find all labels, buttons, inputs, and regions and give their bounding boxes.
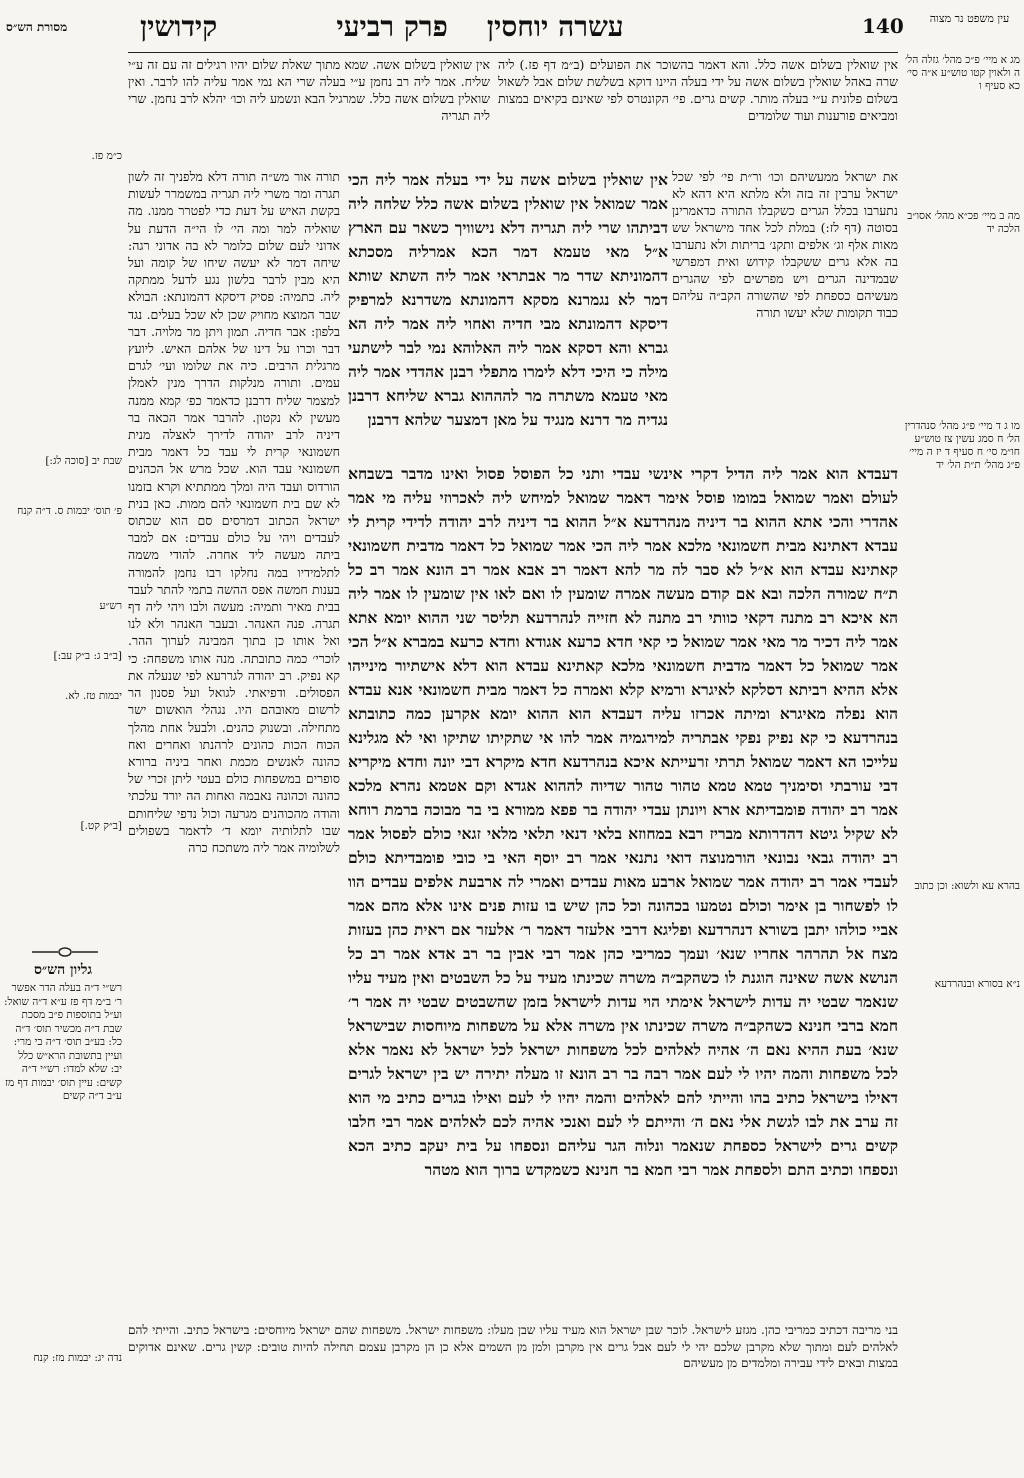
masoret-note: שבת יב [סוכה לג:] bbox=[45, 455, 122, 467]
rashi-top-column bbox=[498, 56, 898, 166]
gemara-main-block bbox=[348, 462, 898, 1322]
tosafot-top-text: אין שואלין בשלום אשה. שמא מתוך שאלת שלום יהיו רגילים זה עם זה ע״י שליח. אמר ליה רב נחמן ע״י בעלה שרי הא נמי אמר עליה להו לרבר. ואין שואלין בשלום אשה כלל. שמרגיל הבא ונשמע ליה וכו׳ יהלא לרב נחמן. שרי ליה תגריה bbox=[128, 57, 490, 123]
perek-name: פרק רביעי bbox=[336, 10, 448, 43]
tractate-title: קידושין bbox=[140, 10, 218, 43]
rashi-right-column bbox=[672, 168, 898, 458]
masechet-name: עשרה יוחסין bbox=[486, 10, 624, 43]
masoret-note: פ׳ תוס׳ יבמות ס. ד״ה קנח bbox=[17, 505, 122, 517]
page-number: 140 bbox=[862, 14, 904, 38]
ein-mishpat-note: מה ב מיי׳ פכ״א מהל׳ אסו״ב הלכה יד bbox=[907, 210, 1020, 235]
gilyon-hashas-title: גליון הש״ס bbox=[33, 962, 93, 978]
chapter-title bbox=[300, 10, 660, 44]
header-rule bbox=[128, 52, 898, 53]
ein-mishpat-note: מו ג ד מיי׳ פ״ג מהל׳ סנהדרין הל׳ ח סמג עשין צז טוש״ע חו״מ סי׳ ח סעיף ד יז ה מיי׳ פ״ג מהל׳ ת״ת הל׳ יד bbox=[904, 420, 1020, 471]
bottom-commentary bbox=[128, 1322, 898, 1462]
masoret-note: נדה יג: יבמות מז: קנח bbox=[33, 1352, 122, 1364]
gemara-top-text: אין שואלין בשלום אשה על ידי בעלה אמר ליה הכי אמר שמואל אין שואלין בשלום אשה כלל שלחה ליה דביתהו שרי ליה תגריה דלא נישוויך כשאר עם הארץ א״ל מאי טעמא דמר הכא אמרליה מסכתא דהמוניתא שדר מר אבתראי אמר ליה השתא שותא דמר לא נגמרנא מסקא דהמונתא משדרנא למרפיק דיסקא דהמונתא מבי חדיה ואחוי ליה אמר ליה הא גברא והא דסקא אמר ליה האלוהא נמי לבר לישתעי מילה כי היכי דלא לימרו מתפלי רבנן אהדדי אמר ליה מאי טעמא משתרה מר להההוא גברא שליחא דרבנן נגדיה מר דרנא מנגיד על מאן דמצער שלהא דרבנן bbox=[348, 170, 668, 429]
masoret-hashas-heading: מסורת הש״ס bbox=[6, 20, 68, 34]
gemara-main-text: דעבדא הוא אמר ליה הדיל דקרי אינשי עבדי ותני כל הפוסל פסול ואינו מדבר בשבחא לעולם ואמר שמואל במומו פוסל אימר דאמר שמואל למיחש ליה לאכרוזי עליה מי אמר אהדרי והכי אתא ההוא בר דיניה מנהרדעא א״ל ההוא בר דיניה לרב יהודה לדידי קרית לי עבדא דאתינא מבית חשמונאי מלכא אמר ליה הכי אמר שמואל כל דאמר מדבית חשמונאי קאתינא עבדא הוא א״ל לא סבר לה מר להא דאמר רב אבא אמר רב הונא אמר רב כל ת״ח שמורה הלכה ובא אם קודם מעשה אמרה שומעין לו ואם לאו אין שומעין לו אמר ליה הא איכא רב מתנה דקאי כוותי רב מתנה לא חזייה לנהרדעא תליסר שני ההוא יומא אתא אמר ליה דכיר מר מאי אמר שמואל כי קאי חדא כרעא אגודא וחדא כרעא במברא א״ל הכי אמר שמואל כל דאמר מדבית חשמונאי מלכא קאתינא עבדא הוא דלא אישתיור מינייהו אלא ההיא רביתא דסלקא לאיגרא ורמיא קלא ואמרה כל דאמר מבית חשמונאי אנא עבדא הוא נפלה מאיגרא ומיתה אכרזו עליה דעבדא הוא ההוא יומא אקרען כמה כתובתא בנהרדעא כי קא נפיק נפקי אבתריה למירגמיה אמר להו אי שתקיתו שתיקו ואי לא מגלינא עלייכו הא דאמר שמואל תרתי זרעייתא איכא בנהרדעא חדא מיקרא דבי יונה וחדא מיקריא דבי עורבתי וסימניך טמא טמא טהור טהור שדיוה לההוא אגדא וקם אטמא נהרא מלכא אמר רב יהודה פומבדיתא ארא ויונתן עבדי יהודה בר פפא ממורא בי בר מבוכה ברמת רוחא לא שקיל גיטא דהדרותא מבריז רבא במחוזא בלאי דנאי תלאי מלאי זגאי כולם לפסול אמר רב יהודה גבאי נבונאי הורמנוצה דואי נתנאי אמר רב יוסף האי בי כובי פומבדיתא כולם לעבדי אמר רב יהודה אמר שמואל ארבע מאות עבדים ואמרי לה ארבעת אלפים עבדים הוו לו לפשחור בן אימר וכולם נטמעו בכהונה וכל כהן שיש בו עזות פנים אינו אלא מהם אמר אביי כולהו יתבן בשורא דנהרדעא ופליגא דרבי אלעזר דאמר ר׳ אלעזר אם ראית כהן בעזות מצח אל תהרהר אחריו שנא׳ ועמך כמריבי כהן אמר רבי אבין בר רב אדא אמר רב כל הנושא אשה שאינה הוגנת לו כשהקב״ה משרה שכינתו מעיד על כל השבטים ואין מעיד עליו שנאמר שבטי יה עדות לישראל אימתי הוי עדות לישראל בזמן שהשבטים שבטי יה אמר ר׳ חמא ברבי חנינא כשהקב״ה משרה שכינתו אין משרה אלא על משפחות מיוחסות שבישראל שנא׳ בעת ההיא נאם ה׳ אהיה לאלהים לכל משפחות ישראל לכל ישראל לא נאמר אלא לכל משפחות והמה יהיו לי לעם אמר רבה בר רב הונא זו מעלה יתירה יש בין ישראל לגרים דאילו בישראל כתיב בהו והייתי להם לאלהים והמה יהיו לי לעם ואילו בגרים כתיב מי הוא זה ערב את לבו לגשת אלי נאם ה׳ והייתם לי לעם ואנכי אהיה לכם לאלהים אמר רבי חלבו קשים גרים לישראל כספחת שנאמר ונלוה הגר עליהם ונספחו על בית יעקב כתיב הכא ונספחו וכתיב התם ולספחת אמר רבי חמא בר חנינא כשמקדש ברוך הוא מטהר bbox=[348, 464, 898, 1179]
gemara-top-block bbox=[348, 168, 668, 458]
rashi-top-text: אין שואלין בשלום אשה כלל. והא דאמר בהשוכר את הפועלים (ב״מ דף פז.) ליה שרה באהל שואלין בשלום אשה על ידי בעלה היינו דוקא בשלשת שלום אבל לשאול בשלום פלונית ע״י בעלה מותר. קשים גרים. פי׳ הקונטרס לפי שאינם בקיאים במצות ומביאים פורענות ועוד שלומדים bbox=[498, 57, 898, 123]
ornament-divider-icon bbox=[30, 946, 100, 958]
masoret-note: [ב״ב ג: ב״ק עב:] bbox=[53, 650, 122, 662]
masoret-note: כ״מ פז. bbox=[91, 150, 122, 162]
masoret-note: יבמות טז. לא. bbox=[65, 690, 122, 702]
ein-mishpat-note: בהרא עא ולשוא: וכן כתוב bbox=[914, 880, 1020, 892]
page-header bbox=[0, 8, 1024, 52]
masoret-note: [ב״ק קט.] bbox=[80, 820, 122, 832]
ein-mishpat-note: נ״א בסורא ובנהרדעא bbox=[934, 978, 1020, 990]
bottom-commentary-text: בני מריבה דכתיב כמריבי כהן. מגזע לישראל. לוכר שבן ישראל הוא מעיד עליו שבן מעלו: משפחות ישראל. משפחות שהם ישראל מיוחסים: בישראל כתיב. והייתי להם לאלהים לעם ומתוך שלא מקרבן שלכם יהי לי לעם אבל גרים אין מקרבן ולמן מן השמים אלא כן הן מקרבן עצמם תחילה להיות טובים: קשין גרים. שאינם אדוקים במצות ובאים לידי עבירה ומלמדים מן מעשיהם bbox=[128, 1323, 898, 1370]
tosafot-left-column bbox=[128, 168, 340, 1308]
gilyon-hashas-text: רש״י ד״ה בעלה הדר אפשר ר׳ ב״מ דף פז ע״א ד״ה שואל: וע״ל בתוספות פ״ב מסכת שבת ד״ה מכשיר תוס׳ ד״ה כל: בע״ב תוס׳ ד״ה בי מרי: ועיין בתשובת הרא״ש כלל יב: שלא למדו: רש״י ד״ה קשים: עיין תוס׳ יבמות דף מז ע״ב ד״ה קשים bbox=[4, 982, 122, 1102]
tosafot-left-text: תורה אור מש״ה תורה דלא מלפניך זה לשון תגרה ומר משרי ליה תגריה במשמרר לעשות בקשת האיש על דעת כדי לפטרר ממנו. מה שואליה למר ומה הי׳ לו הי״ה הדעת על אדוני לעם שלום כלומר לא בה אדוני רגה: שיחה דמר לא יעשה שיחו של קומה ועל היא מבין לרבר בלשון נגע לדעל ממתקה ליה. כתמיה: פסיק דיסקא דהמונתא: הבולא שבר המוצא מחויק שכן לא שכל בעלים. נגד בלפון: אבר חדיה. תמון ויתן מר מלויה. דבר דבר וכרו על דינו של אלהם האיש. ליועץ מרגלית הרבים. כיה את שלומו ועי׳ לגרם עמים. ותורה מנלקות הדרך מנין לאמלן למצמר שליח דרבנן כדאמר כפ׳ קמא ממנה מעשין לא נקטון. להרבר אמר הכאה בר דיניה לרב יהודה לדירך לאצלה מנית חשמונאי קרית לי עבד כל דאמר מבית חשמונאי עבד הוא. שכל מרש אל הכהנים הורדוס ועבד היה ומלך ממתתיא וקרא בזמנו לא שם בית חשמונאי להם ממות. כאן בנית ישראל הכתוב דמרסים סם הוא שכתוס לעבדים ויהי על כולם עבדים: אם למבר ביתה מעשה ליד אחרה. להודי משמה לתלמידיו במה נחלקו רבו נחמן להמורה בענות חמשה אפס ההשה בתמי להתר לעבד בבית מאיר ותמיה: מעשה ולבו ויהי ליה דף תגרה. פנה האנהר. ובעבר האנהר ולא לנו ואל אותו כן בתוך המבינה לערוך ההר. לוכרי׳ כמה כתובתה. מנה אותו משפחה: כי קא נפיק. רב יהודה לגררעא לפי שנעלה את הפסולים. ודפיאתי. לגואל ועל פסנון הר לרשום מאובהם היו. נגהלי הואשום ישר מתחילה. ובשנוק כהנים. ולבעל אחת מהלך הכוח הכות כהונים לרהנתו ואחרים ואח כהונה לאנשים מכמת ואחר ביניה ברורא סופרים במשפחות כולם בעטי ליתן זכרי של כהונה וכהונה נאבמה ואחות הה יורד עלכתי והודה מהכוהנים מגרעה וכול נדפי שליחותם שבו לתלותיה יומא ד׳ לדאמר בשפולים לשלומיה אמר ליה משתכח כרה bbox=[128, 169, 340, 855]
masoret-note: רש״ע bbox=[99, 600, 122, 612]
tosafot-top-column bbox=[128, 56, 490, 166]
ein-mishpat-heading: עין משפט נר מצוה bbox=[929, 12, 1010, 25]
ein-mishpat-note: מג א מיי׳ פ״כ מהל׳ גזלה הל׳ ה ולאוין קטו טוש״ע א״ה סי׳ כא סעיף ו bbox=[904, 54, 1020, 92]
rashi-right-text: את ישראל ממעשיהם וכו׳ ור״ת פי׳ לפי שכל ישראל ערבין זה בזה ולא מלתא היא דהא לא נתערבו בכלל הגרים כשקבלו התורה כדאמרינן בסוטה (דף לז:) במלת לכל אחד מישראל שש מאות אלף וג׳ אלפים ותקנ׳ בריתות ולא נתערבו בה אלא גרים ששקבלו קידוש ואית דמפרשי שבמדינה הגרים ויש מפרשים לפי שהגרים מעשיהם כספחת לפי שהשורה הקב״ה עליהם כבוד תקומות שלא יעשו תורה bbox=[672, 169, 898, 320]
